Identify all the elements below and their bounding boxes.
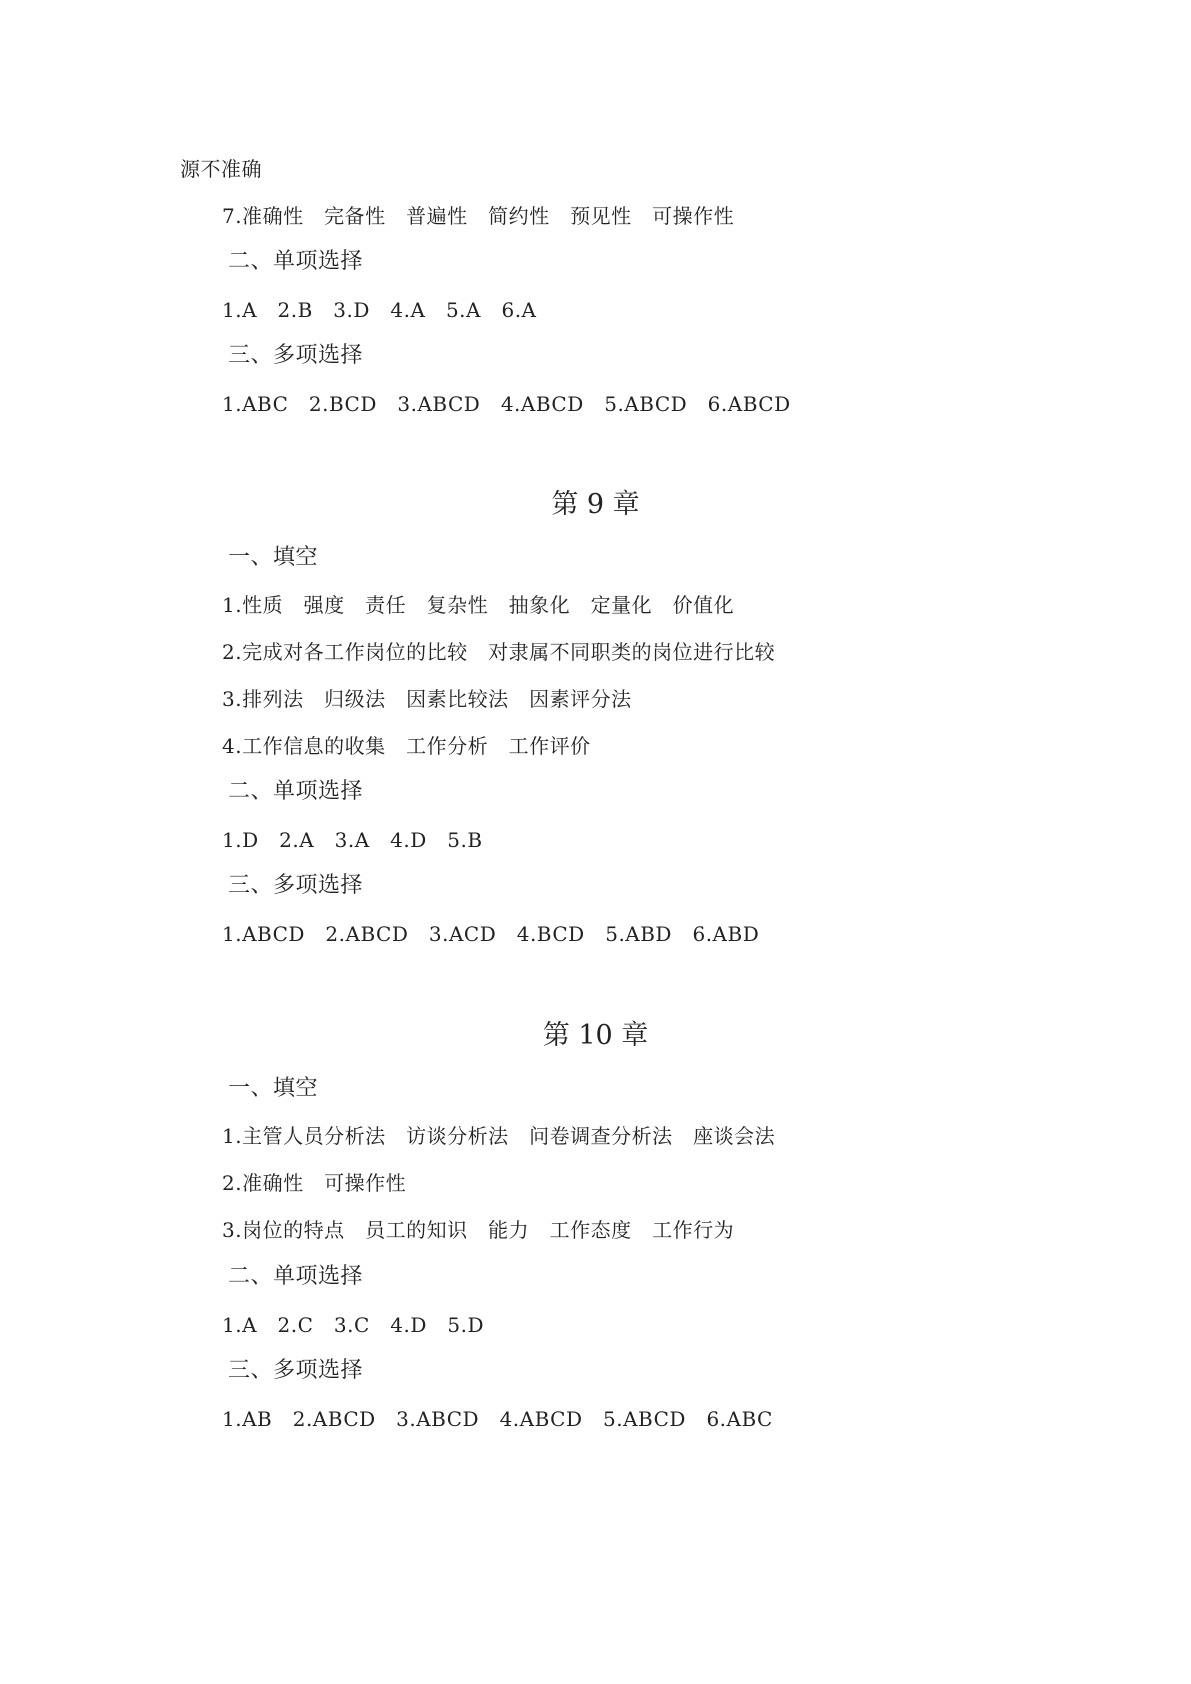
section-title-single-choice: 二、单项选择 [228, 1264, 364, 1289]
multi-choice-answers: 1.ABC 2.BCD 3.ABCD 4.ABCD 5.ABCD 6.ABCD [222, 392, 791, 416]
section-title-fill-blank: 一、填空 [228, 1076, 319, 1101]
section-title-single-choice: 二、单项选择 [228, 779, 364, 804]
section-title-multi-choice: 三、多项选择 [228, 873, 364, 898]
fill-answer-1: 1.性质 强度 责任 复杂性 抽象化 定量化 价值化 [222, 593, 735, 617]
fill-answer-2: 2.完成对各工作岗位的比较 对隶属不同职类的岗位进行比较 [222, 640, 776, 664]
section-title-single-choice: 二、单项选择 [228, 249, 364, 274]
fill-answer-1: 1.主管人员分析法 访谈分析法 问卷调查分析法 座谈会法 [222, 1124, 776, 1148]
multi-choice-answers: 1.ABCD 2.ABCD 3.ACD 4.BCD 5.ABD 6.ABD [222, 922, 760, 946]
single-choice-answers: 1.A 2.B 3.D 4.A 5.A 6.A [222, 298, 537, 322]
multi-choice-answers: 1.AB 2.ABCD 3.ABCD 4.ABCD 5.ABCD 6.ABC [222, 1407, 773, 1431]
fill-answer-4: 4.工作信息的收集 工作分析 工作评价 [222, 734, 591, 758]
single-choice-answers: 1.A 2.C 3.C 4.D 5.D [222, 1313, 485, 1337]
fill-answer-3: 3.排列法 归级法 因素比较法 因素评分法 [222, 687, 632, 711]
section-title-multi-choice: 三、多项选择 [228, 1358, 364, 1383]
single-choice-answers: 1.D 2.A 3.A 4.D 5.B [222, 828, 483, 852]
chapter-heading: 第 9 章 [551, 489, 640, 520]
continued-text: 源不准确 [180, 157, 262, 181]
fill-answer-7: 7.准确性 完备性 普遍性 简约性 预见性 可操作性 [222, 204, 735, 228]
section-title-multi-choice: 三、多项选择 [228, 343, 364, 368]
fill-answer-2: 2.准确性 可操作性 [222, 1171, 407, 1195]
section-title-fill-blank: 一、填空 [228, 545, 319, 570]
fill-answer-3: 3.岗位的特点 员工的知识 能力 工作态度 工作行为 [222, 1218, 735, 1242]
chapter-heading: 第 10 章 [542, 1020, 649, 1051]
